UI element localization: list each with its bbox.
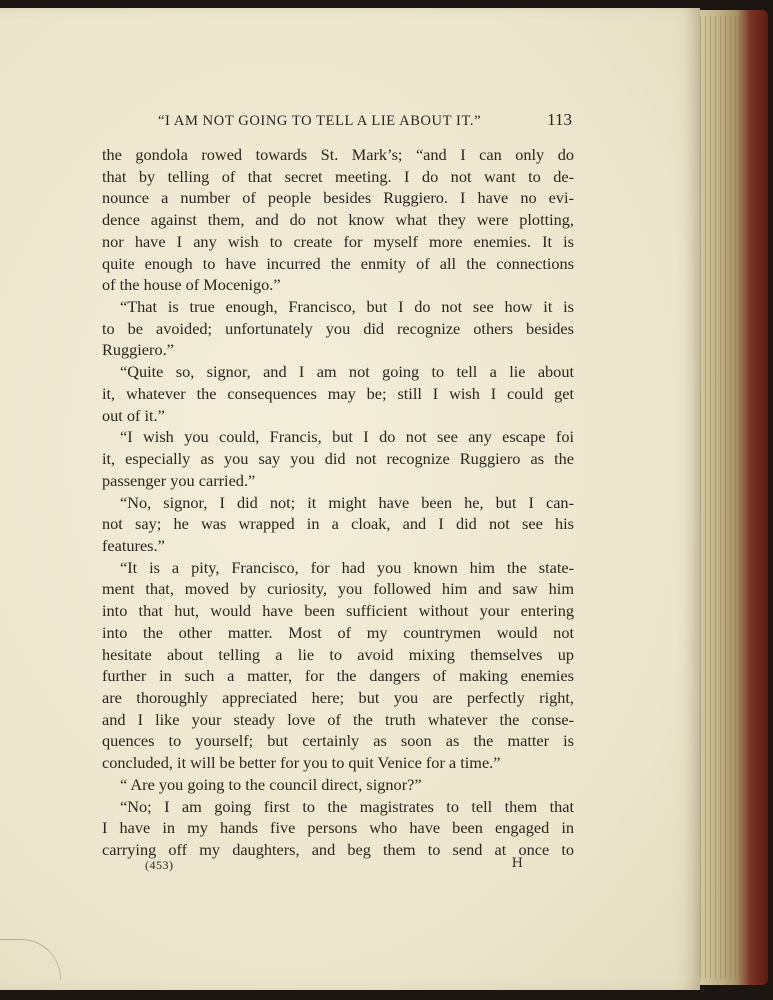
text-line: I have in my hands five persons who have been engaged in [102,818,574,838]
text-line: “Quite so, signor, and I am not going to tell a lie about [120,362,574,382]
text-line: “It is a pity, Francisco, for had you known him the state- [120,557,574,577]
text-line: nounce a number of people besides Ruggiero. I have no evi- [102,188,574,208]
text-line: of the house of Mocenigo.” [102,275,281,295]
text-line: out of it.” [102,405,165,425]
running-title: “I AM NOT GOING TO TELL A LIE ABOUT IT.” [158,113,482,129]
text-line: quences to yourself; but certainly as soon as the matter is [102,731,574,751]
text-line: hesitate about telling a lie to avoid mixing themselves up [102,644,574,664]
text-line: that by telling of that secret meeting. I do not want to de- [102,166,574,186]
text-line: concluded, it will be better for you to quit Venice for a time.” [102,753,501,773]
text-line: “That is true enough, Francisco, but I do not see how it is [120,297,574,317]
text-line: not say; he was wrapped in a cloak, and I did not see his [102,514,574,534]
text-line: ment that, moved by curiosity, you followed him and saw him [102,579,574,599]
text-line: quite enough to have incurred the enmity of all the connections [102,253,574,273]
text-line: features.” [102,535,165,555]
text-line: carrying off my daughters, and beg them to send at once to [102,840,574,859]
text-line: “No; I am going first to the magistrates to tell them that [120,796,574,816]
text-line: “ Are you going to the council direct, signor?” [120,774,422,794]
page-number: 113 [547,110,572,129]
text-line: nor have I any wish to create for myself more enemies. It is [102,231,574,251]
text-line: further in such a matter, for the dangers of making enemies [102,666,574,686]
text-line: into the other matter. Most of my countrymen would not [102,622,574,642]
running-header [100,110,580,134]
body-text [102,144,574,861]
page-corner-curl [0,939,61,980]
sheet-mark: H [511,856,523,871]
text-line: it, especially as you say you did not recognize Ruggiero as the [102,449,574,469]
page-edge-lines [700,16,750,978]
text-line: “I wish you could, Francis, but I do not see any escape foi [120,427,574,447]
text-line: it, whatever the consequences may be; still I wish I could get [102,383,574,403]
text-line: the gondola rowed towards St. Mark’s; “and I can only do [102,145,574,164]
text-line: dence against them, and do not know what they were plotting, [102,210,574,230]
page-footer [145,858,535,878]
text-line: “No, signor, I did not; it might have been he, but I can- [120,492,574,512]
text-line: into that hut, would have been sufficient without your entering [102,601,574,621]
text-line: Ruggiero.” [102,340,174,360]
signature-mark: (453) [145,858,174,872]
text-line: passenger you carried.” [102,470,256,490]
text-line: and I like your steady love of the truth whatever the conse- [102,709,574,729]
text-line: to be avoided; unfortunately you did recognize others besides [102,318,574,338]
text-line: are thoroughly appreciated here; but you are perfectly right, [102,687,574,707]
